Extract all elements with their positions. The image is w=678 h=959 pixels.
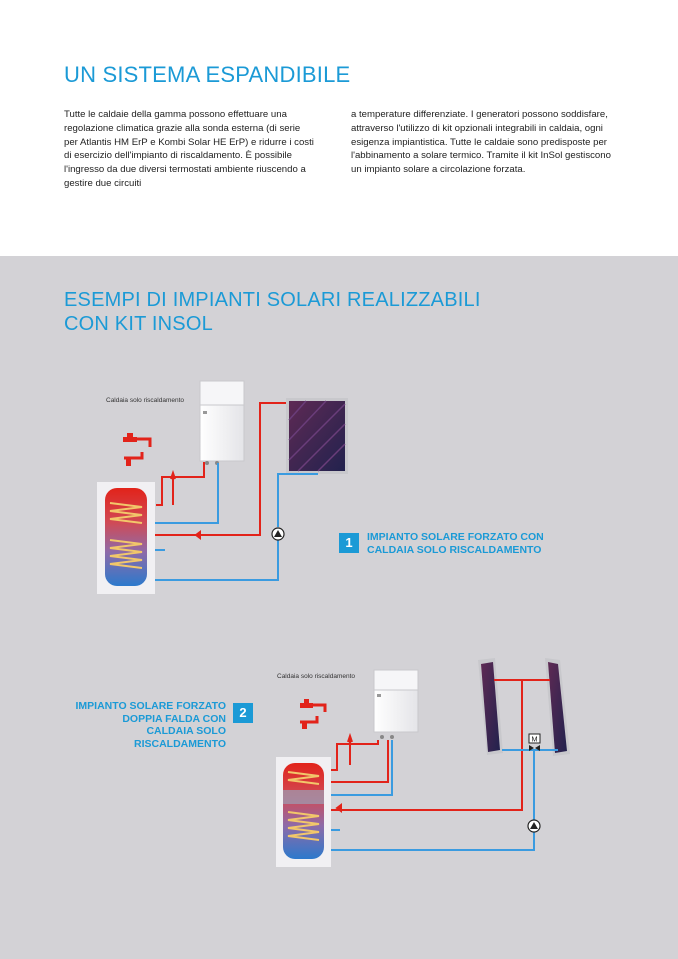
scheme-1: [97, 381, 348, 594]
tap-icon: [123, 433, 150, 466]
intro-text-right: a temperature differenziate. I generatori possono soddisfare, attraverso l'utilizzo di kit opzionali integrabili in caldaia, ogni esigenza impiantistica. Tutte le caldaie sono predisposte per l'abbinamento a solare termico. Tramite il kit InSol gestiscono un impianto solare a circolazione forzata.: [351, 109, 611, 176]
hot-pipes-2: [331, 680, 550, 811]
motorized-valve-icon: [529, 734, 540, 751]
scheme-number-2: 2: [233, 703, 253, 723]
cold-pipes-2: [331, 740, 558, 850]
scheme-caption-2-line1: IMPIANTO SOLARE FORZATO: [75, 700, 226, 712]
storage-tank-icon: [97, 482, 155, 594]
examples-title-line1: ESEMPI DI IMPIANTI SOLARI REALIZZABILI: [64, 289, 481, 311]
scheme-caption-2-line4: RISCALDAMENTO: [134, 737, 226, 750]
scheme-caption-2: [60, 700, 226, 750]
scheme-2: [276, 658, 570, 867]
boiler-icon: [200, 381, 244, 465]
scheme-caption-1: [367, 531, 597, 556]
pump-icon: [528, 820, 540, 832]
scheme-caption-1-line1: IMPIANTO SOLARE FORZATO CON: [367, 531, 544, 543]
scheme-caption-2-line2: DOPPIA FALDA CON: [122, 712, 226, 725]
boiler-label-1: Caldaia solo riscaldamento: [106, 397, 185, 404]
scheme-caption-1-line2: CALDAIA SOLO RISCALDAMENTO: [367, 543, 542, 556]
solar-panel-icon: [478, 658, 503, 755]
section-title: UN SISTEMA ESPANDIBILE: [64, 62, 351, 87]
solar-panel-icon: [286, 398, 348, 474]
storage-tank-icon: [276, 757, 331, 867]
pump-icon: [272, 528, 284, 540]
tap-icon: [300, 699, 325, 729]
examples-title-line2: CON KIT INSOL: [64, 313, 213, 335]
cold-pipes-1: [155, 463, 318, 580]
boiler-label-2: Caldaia solo riscaldamento: [277, 673, 356, 680]
scheme-number-1: 1: [339, 533, 359, 553]
valve-label: M: [531, 734, 538, 744]
boiler-icon: [374, 670, 418, 739]
solar-panel-icon: [545, 658, 570, 756]
intro-text-left: Tutte le caldaie della gamma possono effettuare una regolazione climatica grazie alla sonda esterna (di serie per Atlantis HM ErP e Kombi Solar HE ErP) e ridurre i costi di esercizio dell'impianto di riscaldamento. È possibile l'ingresso da due diversi termostati ambiente riuscendo a gestire due circuiti: [64, 109, 314, 189]
scheme-caption-2-line3: CALDAIA SOLO: [146, 725, 226, 737]
